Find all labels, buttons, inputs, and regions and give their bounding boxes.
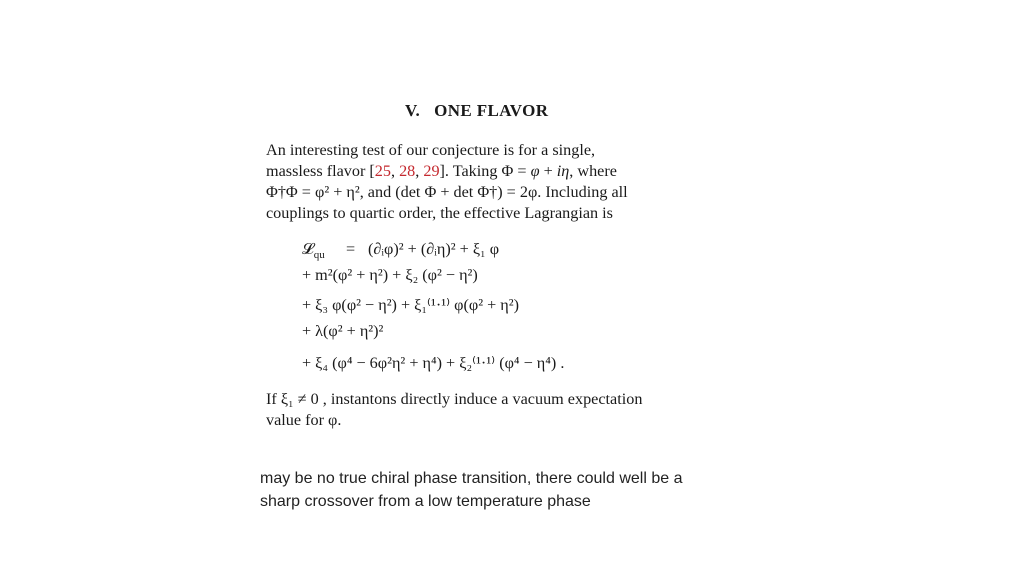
equation-term: + m²(φ² + η²) + ξ₂ (φ² − η²): [302, 266, 478, 284]
citation-link[interactable]: 28: [399, 162, 416, 180]
equation-term: + ξ₃ φ(φ² − η²) + ξ₁⁽¹·¹⁾ φ(φ² + η²): [302, 296, 519, 314]
paragraph-line-1: An interesting test of our conjecture is for a single,: [266, 141, 596, 159]
section-heading: V. ONE FLAVOR: [405, 101, 549, 120]
equation-term: + λ(φ² + η²)²: [302, 322, 384, 340]
after-line-1: If ξ₁ ≠ 0 , instantons directly induce a vacuum expectation: [266, 390, 643, 408]
equation-term: (∂ᵢφ)² + (∂ᵢη)² + ξ₁ φ: [368, 240, 500, 258]
paragraph-line-2: massless flavor [25, 28, 29]. Taking Φ = φ + iη, where: [266, 162, 617, 180]
slide-caption: [260, 467, 780, 513]
citation-link[interactable]: 25: [374, 162, 391, 180]
caption-line-1: may be no true chiral phase transition, there could well be a: [260, 470, 683, 487]
equation-term: + ξ₄ (φ⁴ − 6φ²η² + η⁴) + ξ₂⁽¹·¹⁾ (φ⁴ − η⁴) .: [302, 354, 565, 372]
equation-relation: =: [346, 240, 356, 258]
citation-link[interactable]: 29: [423, 162, 440, 180]
paragraph-line-3: Φ†Φ = φ² + η², and (det Φ + det Φ†) = 2φ. Including all: [266, 183, 628, 201]
caption-line-2: sharp crossover from a low temperature phase: [260, 493, 591, 510]
after-line-2: value for φ.: [266, 411, 342, 429]
equation-lhs: 𝓛$_{qu}$: [302, 240, 325, 262]
paragraph-line-4: couplings to quartic order, the effective Lagrangian is: [266, 204, 613, 222]
